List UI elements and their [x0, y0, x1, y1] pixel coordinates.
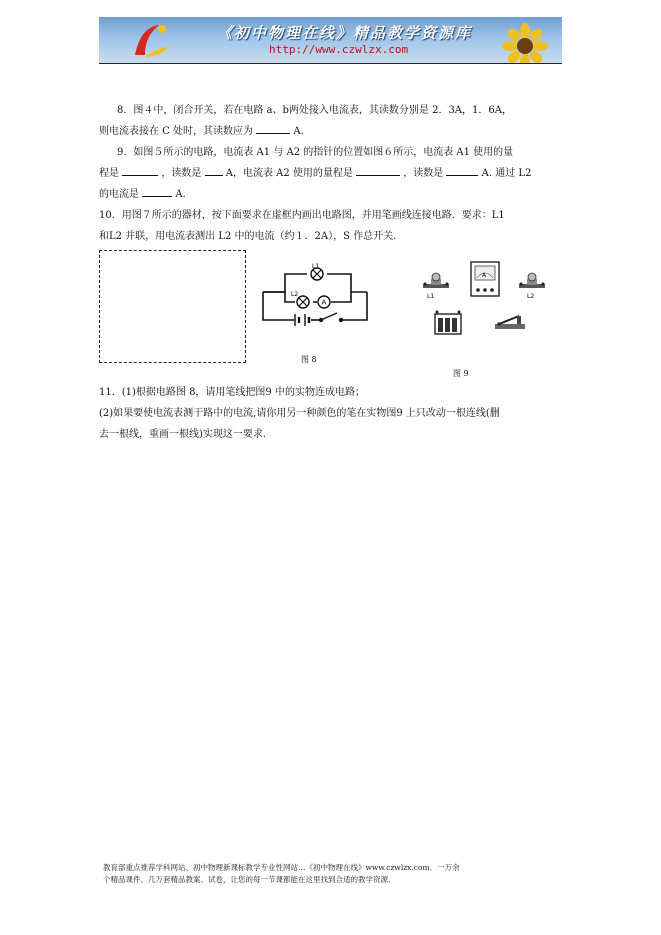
- header-rule: [99, 63, 562, 64]
- site-logo-icon: [129, 21, 171, 61]
- q9-line2: [99, 163, 531, 184]
- lamp-l2-icon: [297, 296, 309, 308]
- footer-line1: 教育部重点推荐学科网站、初中物理新课标教学专业性网站…《初中物理在线》www.czwlzx.com．一万余: [103, 863, 460, 872]
- q9-text-e: A. 通过 L2: [481, 168, 532, 179]
- q8-line2: [99, 121, 304, 142]
- q9-range-a1-blank[interactable]: [122, 163, 158, 176]
- knife-switch-icon: [495, 316, 525, 329]
- q11-line1: 11．(1)根据电路图 8，请用笔线把图9 中的实物连成电路；: [99, 387, 365, 398]
- q9-reading-a1-blank[interactable]: [205, 163, 223, 176]
- q9-line3-unit: A.: [175, 189, 186, 200]
- banner-url[interactable]: http://www.czwlzx.com: [269, 43, 409, 56]
- fig9-ammeter-label: A: [482, 272, 487, 279]
- q8-answer-blank[interactable]: [256, 121, 290, 134]
- battery-icon: [295, 314, 309, 326]
- figure-9-components: [415, 258, 555, 342]
- sunflower-icon: [502, 23, 548, 64]
- battery-pack-icon: [435, 311, 461, 335]
- page-footer: [103, 862, 573, 886]
- fig8-l2-label: L2: [291, 291, 299, 298]
- q9-line3-text: 的电流是: [99, 189, 139, 200]
- fig8-l1-label: L1: [312, 263, 320, 270]
- q9-text-c: A，电流表 A2 使用的量程是: [225, 168, 353, 179]
- header-banner: [99, 17, 562, 64]
- fig9-l1-label: L1: [427, 293, 435, 300]
- q10-line2: 和L2 并联，用电流表测出 L2 中的电流（约１．2A），S 作总开关.: [99, 231, 397, 242]
- q9-text-d: ，读数是: [403, 168, 444, 179]
- bulb-l1-icon: [423, 273, 449, 288]
- fig9-l2-label: L2: [527, 293, 535, 300]
- q10-line1: 10．用图７所示的器材，按下面要求在虚框内画出电路图，并用笔画线连接电路．要求：L1: [99, 210, 505, 221]
- circuit-drawing-box[interactable]: [99, 250, 246, 363]
- q11-line2: (2)如果要使电流表测干路中的电流,请你用另一种颜色的笔在实物图9 上只改动一根连线(删: [99, 408, 500, 419]
- banner-title: 《初中物理在线》精品教学资源库: [217, 24, 473, 42]
- q8-line2-unit: A.: [293, 126, 304, 137]
- footer-line2: 个精品课件、几万套精品教案、试卷，让您的每一节课都能在这里找到合适的教学资源.: [103, 875, 391, 884]
- q9-reading-a2-blank[interactable]: [446, 163, 478, 176]
- q11-line3: 去一根线，重画一根线)实现这一要求.: [99, 429, 267, 440]
- bulb-l2-icon: [519, 273, 545, 288]
- q9-line3: [99, 184, 186, 205]
- q9-text-b: ，读数是: [161, 168, 202, 179]
- q9-range-a2-blank[interactable]: [356, 163, 400, 176]
- q8-line1: 8．图４中，闭合开关，若在电路 a、b两处接入电流表，其读数分别是 2．3A，1．6A，: [117, 105, 512, 116]
- q9-text-a: 程是: [99, 168, 119, 179]
- q9-l2-current-blank[interactable]: [142, 184, 172, 197]
- q8-line2-text: 则电流表接在 C 处时，其读数应为: [99, 126, 254, 137]
- q9-line1: 9．如图５所示的电路，电流表 A1 与 A2 的指针的位置如图６所示，电流表 A1 使用的量: [117, 147, 514, 158]
- figure-8-caption: 图 8: [301, 355, 317, 364]
- ammeter-device-icon: [471, 262, 499, 296]
- figure-9-caption: 图 9: [453, 369, 469, 378]
- switch-icon: [320, 313, 343, 322]
- figure-8-circuit-diagram: [255, 262, 375, 332]
- fig8-ammeter-label: A: [321, 298, 327, 307]
